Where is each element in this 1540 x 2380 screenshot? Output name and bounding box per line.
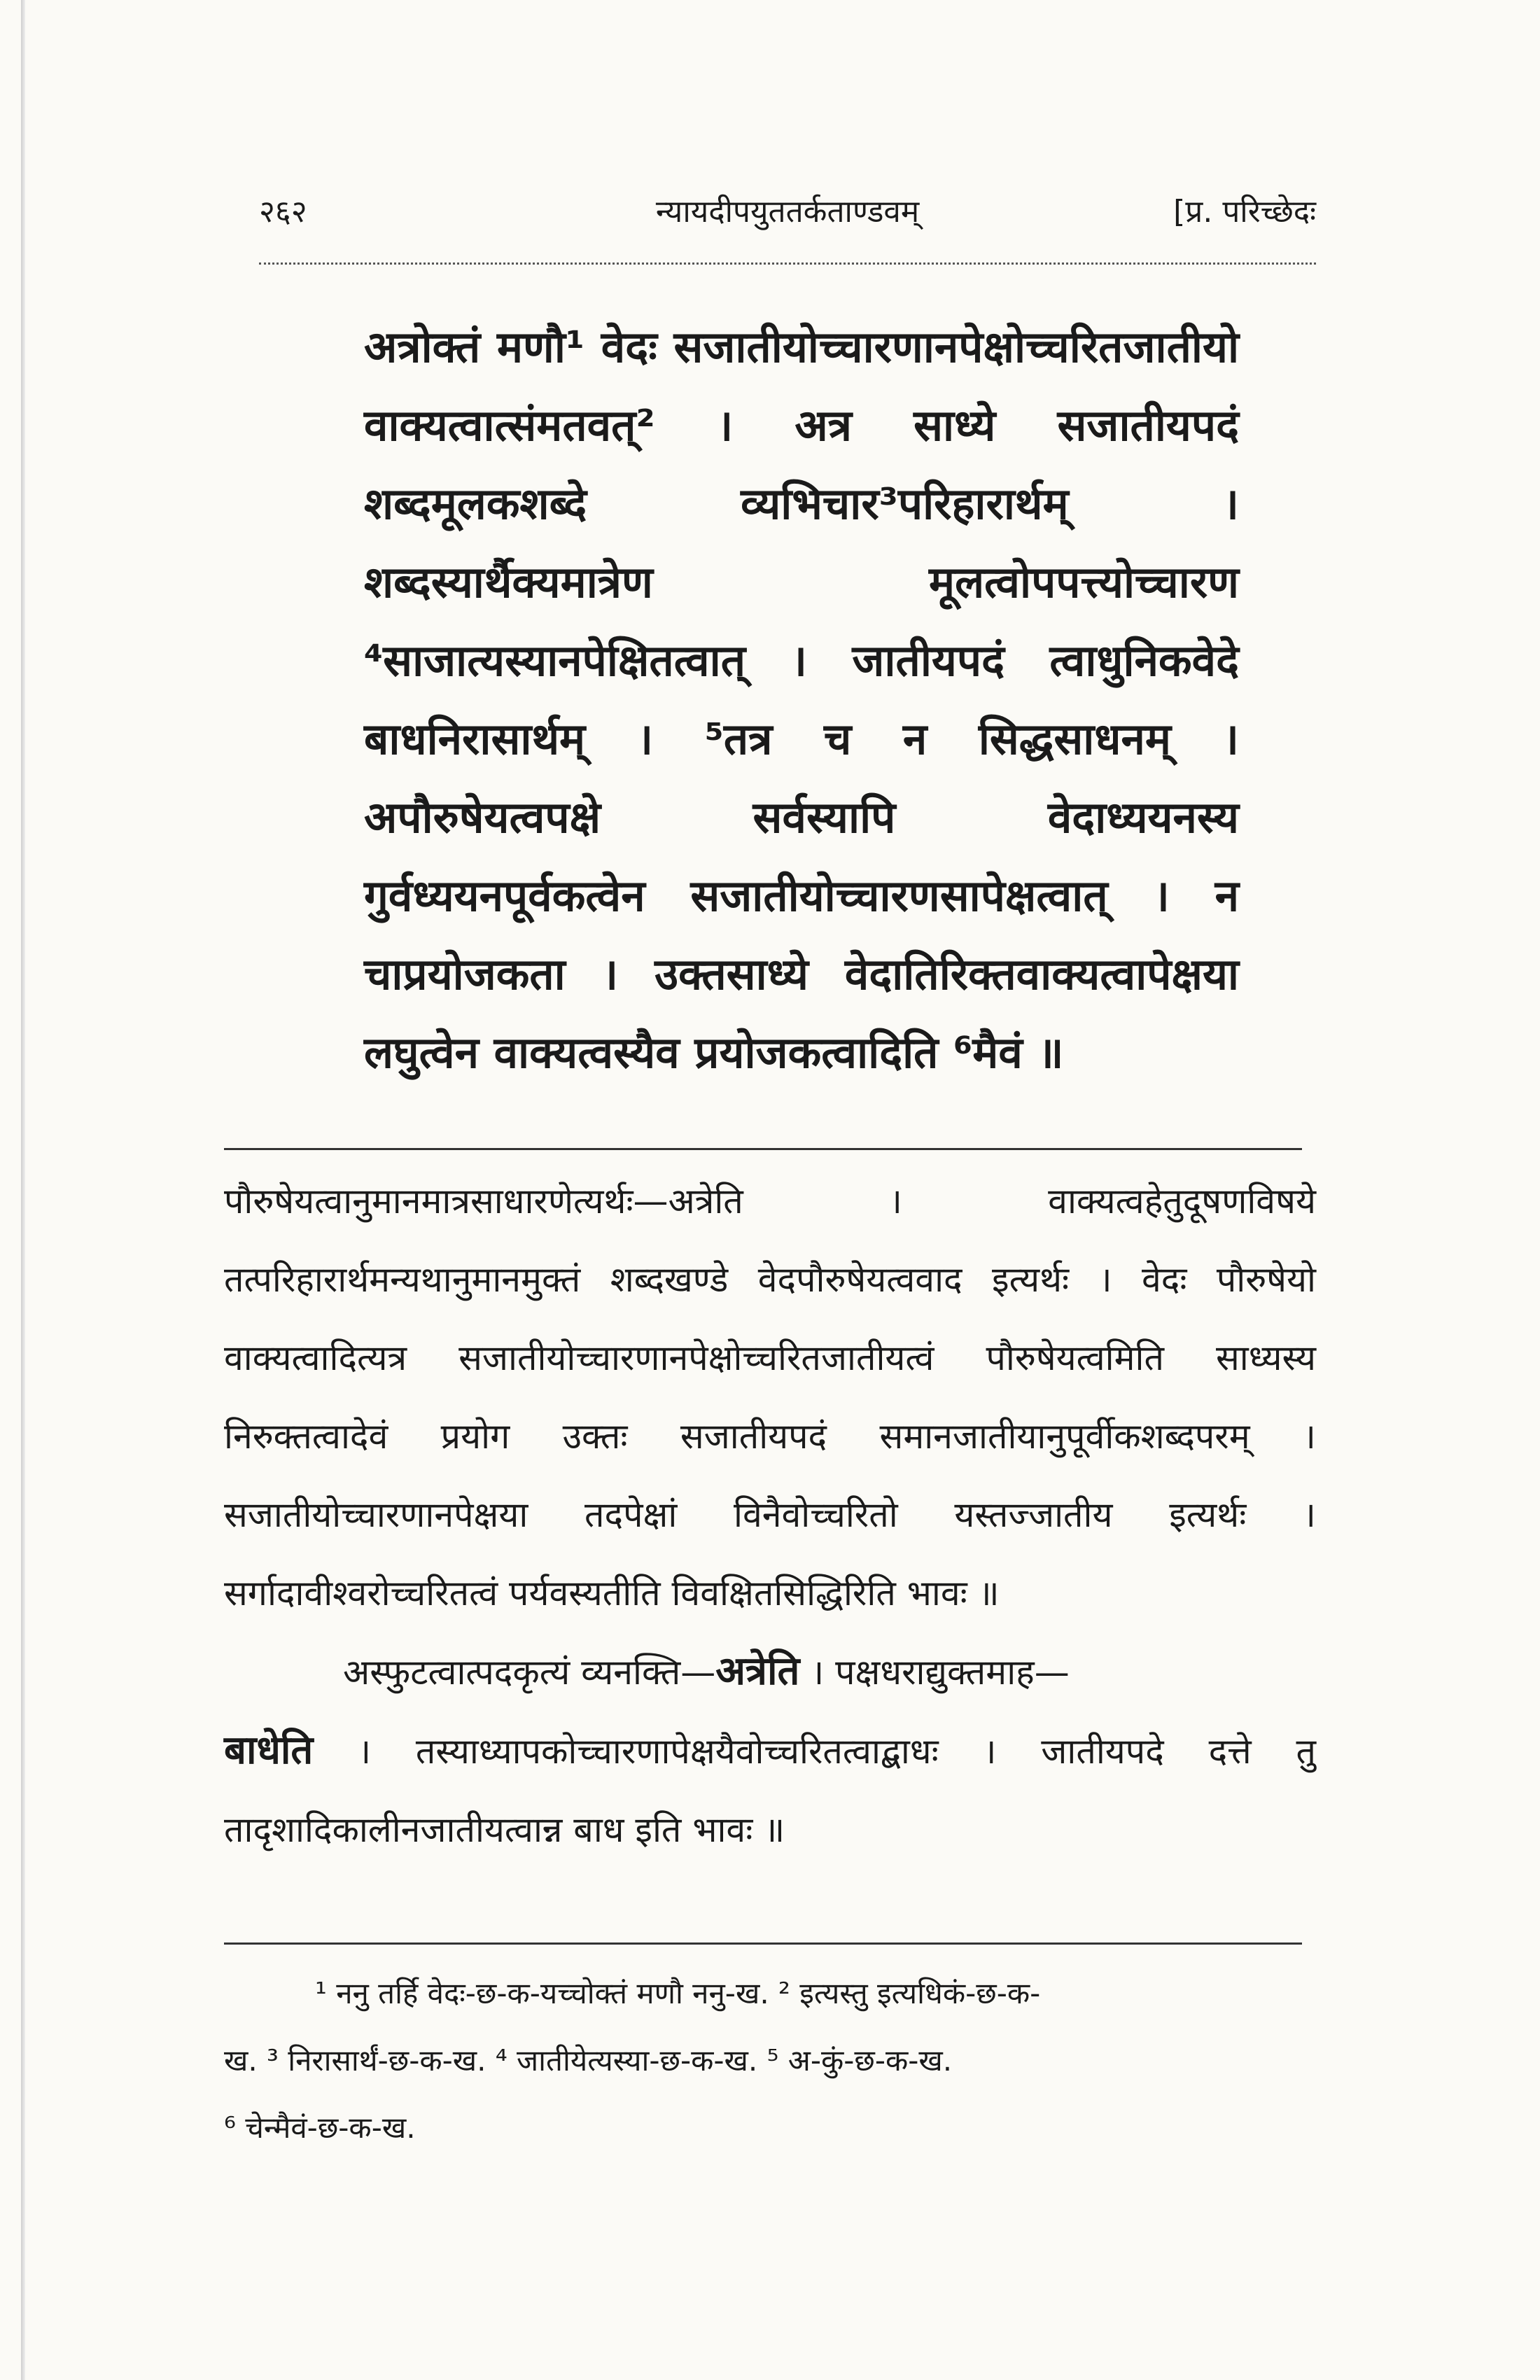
footnote-line-3: ⁶ चेन्मैवं-छ-क-ख. [224,2110,416,2145]
commentary-keyword-atreti: अत्रेति [715,1648,800,1694]
commentary-paragraph-1: पौरुषेयत्वानुमानमात्रसाधारणेत्यर्थः—अत्रेति । वाक्यत्वहेतुदूषणविषये तत्परिहारार्थमन्यथानुमानमुक्तं शब्दखण्डे वेदपौरुषेयत्ववाद इत्यर्थः । वेदः पौरुषेयो वाक्यत्वादित्यत्र सजातीयोच्चारणानपेक्षोच्चरितजातीयत्वं पौरुषेयत्वमिति साध्यस्य निरुक्तत्वादेवं प्रयोग उक्तः सजातीयपदं समानजातीयानुपूर्वीकशब्दपरम् । सजातीयोच्चारणानपेक्षया तदपेक्षां विनैवोच्चरितो यस्तज्जातीय इत्यर्थः । सर्गादावीश्वरोच्चरितत्वं पर्यवस्यतीति विवक्षितसिद्धिरिति भावः ॥ [224,1181,1316,1614]
page-header [259,189,1316,252]
section-mark: [प्र. परिच्छेदः [1173,194,1316,230]
footnotes [224,1960,1316,2162]
page-number: २६२ [259,194,307,230]
footnote-divider-rule [224,1942,1302,1945]
header-rule [259,262,1316,265]
main-paragraph: अत्रोक्तं मणौ¹ वेदः सजातीयोच्चारणानपेक्षोच्चरितजातीयो वाक्यत्वात्संमतवत्² । अत्र साध्ये सजातीयपदं शब्दमूलकशब्दे व्यभिचार³परिहारार्थम् । शब्दस्यार्थैक्यमात्रेण मूलत्वोपपत्त्योच्चारण ⁴साजात्यस्यानपेक्षितत्वात् । जातीयपदं त्वाधुनिकवेदे बाधनिरासार्थम् । ⁵तत्र च न सिद्धसाधनम् । अपौरुषेयत्वपक्षे सर्वस्यापि वेदाध्ययनस्य गुर्वध्ययनपूर्वकत्वेन सजातीयोच्चारणसापेक्षत्वात् । न चाप्रयोजकता । उक्तसाध्ये वेदातिरिक्तवाक्यत्वापेक्षया लघुत्वेन वाक्यत्वस्यैव प्रयोजकत्वादिति ⁶मैवं ॥ [364,321,1239,1078]
commentary-keyword-badheti: बाधेति [224,1728,314,1773]
commentary [224,1162,1316,1869]
running-title: न्यायदीपयुततर्कताण्डवम् [655,194,920,230]
commentary-lead: अस्फुटत्वात्पदकृत्यं व्यनक्ति— [343,1652,716,1693]
footnote-line-2: ख. ³ निरासार्थं-छ-क-ख. ⁴ जातीयेत्यस्या-छ-क-ख. ⁵ अ-कुं-छ-क-ख. [224,2043,953,2078]
page-edge [21,0,25,2380]
footnote-line-1: ¹ ननु तर्हि वेदः-छ-क-यच्चोक्तं मणौ ननु-ख. ² इत्यस्तु इत्यधिकं-छ-क- [315,1976,1041,2010]
main-text [364,308,1239,1092]
commentary-paragraph-2 [224,1632,1316,1869]
main-divider-rule [224,1148,1302,1150]
commentary-tail: । तस्याध्यापकोच्चारणापेक्षयैवोच्चरितत्वाद्बाधः । जातीयपदे दत्ते तु तादृशादिकालीनजातीयत्वान्न बाध इति भावः ॥ [224,1731,1316,1850]
commentary-mid: । पक्षधराद्युक्तमाह— [799,1652,1070,1693]
